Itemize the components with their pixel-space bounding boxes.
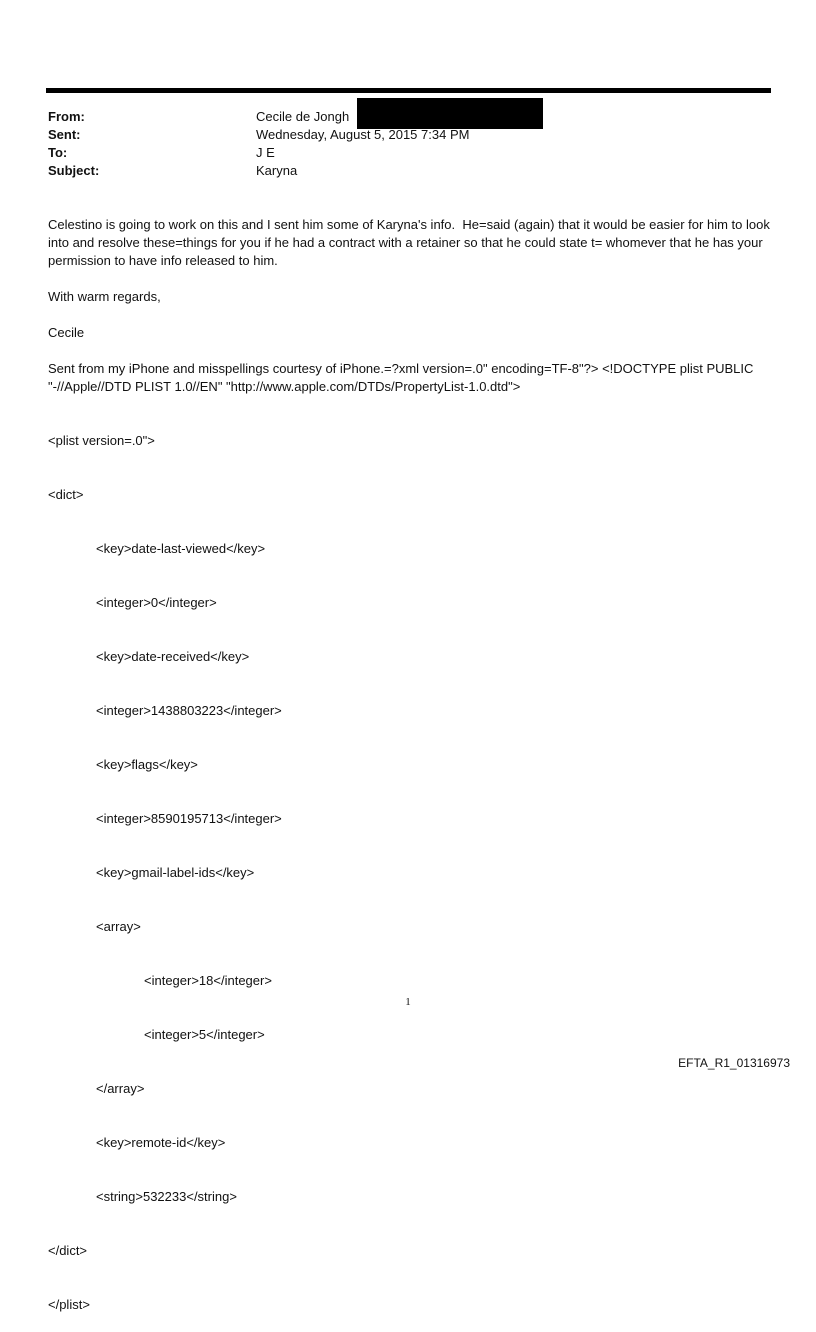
plist-line: <dict>	[48, 487, 84, 502]
page-number: 1	[405, 996, 411, 1008]
redaction-box	[357, 98, 543, 129]
plist-line: <key>date-last-viewed</key>	[96, 541, 266, 556]
plist-line: <key>flags</key>	[96, 757, 198, 772]
plist-line: <array>	[96, 919, 141, 934]
to-value: J E	[256, 145, 275, 160]
plist-line: <integer>0</integer>	[96, 595, 217, 610]
subject-value: Karyna	[256, 163, 298, 178]
plist-line: <integer>5</integer>	[144, 1027, 265, 1042]
plist-line: <string>532233</string>	[96, 1189, 237, 1204]
plist-line: <key>gmail-label-ids</key>	[96, 865, 255, 880]
sent-value: Wednesday, August 5, 2015 7:34 PM	[256, 127, 470, 142]
plist-line: <integer>1438803223</integer>	[96, 703, 282, 718]
message-closing: With warm regards,	[48, 289, 161, 304]
message-paragraph: Celestino is going to work on this and I sent him some of Karyna's info. He=said (again) that it would be easier for him to look into and resolve these=things for you if he had a contract with a retainer so that he could state t= whomever that he has your permission to have info released to him.	[48, 217, 774, 268]
from-label: From:	[48, 109, 85, 124]
header-rule	[46, 88, 771, 93]
plist-line: <integer>8590195713</integer>	[96, 811, 282, 826]
plist-line: </dict>	[48, 1243, 88, 1258]
subject-label: Subject:	[48, 163, 100, 178]
plist-line: </plist>	[48, 1297, 90, 1312]
to-label: To:	[48, 145, 68, 160]
plist-block	[48, 396, 282, 1332]
plist-line: <key>remote-id</key>	[96, 1135, 226, 1150]
plist-line: <integer>18</integer>	[144, 973, 272, 988]
plist-line: <plist version=.0">	[48, 433, 155, 448]
sent-from-line: Sent from my iPhone and misspellings courtesy of iPhone.=?xml version=.0" encoding=TF-8"?> <!DOCTYPE plist PUBLIC "-//Apple//DTD PLIST 1.0//EN" "http://www.apple.com/DTDs/PropertyList-1.0.dtd">	[48, 361, 758, 394]
bates-number: EFTA_R1_01316973	[678, 1056, 790, 1070]
from-value: Cecile de Jongh	[256, 109, 350, 124]
plist-line: <key>date-received</key>	[96, 649, 250, 664]
plist-line: </array>	[96, 1081, 145, 1096]
message-signature: Cecile	[48, 325, 85, 340]
sent-label: Sent:	[48, 127, 81, 142]
